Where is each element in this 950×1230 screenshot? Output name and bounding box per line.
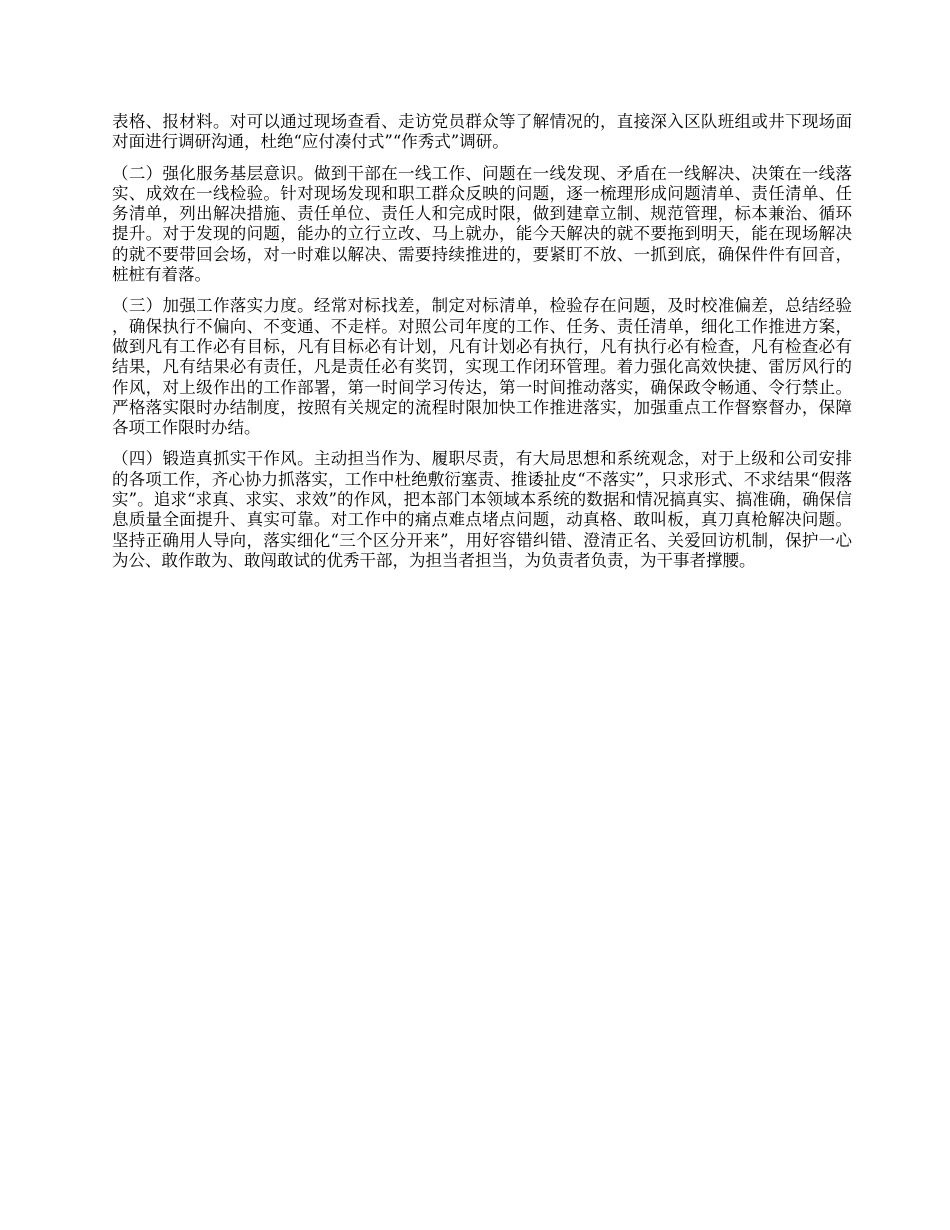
document-page [112, 112, 852, 582]
paragraph-section-2-grassroots-service: （二）强化服务基层意识。做到干部在一线工作、问题在一线发现、矛盾在一线解决、决策在一线落实、成效在一线检验。针对现场发现和职工群众反映的问题，逐一梳理形成问题清单、责任清单、任务清单，列出解决措施、责任单位、责任人和完成时限，做到建章立制、规范管理，标本兼治、循环提升。对于发现的问题，能办的立行立改、马上就办，能今天解决的就不要拖到明天，能在现场解决的就不要带回会场，对一时难以解决、需要持续推进的，要紧盯不放、一抓到底，确保件件有回音，桩桩有着落。 [112, 163, 852, 285]
paragraph-section-3-implementation: （三）加强工作落实力度。经常对标找差，制定对标清单，检验存在问题，及时校准偏差，总结经验，确保执行不偏向、不变通、不走样。对照公司年度的工作、任务、责任清单，细化工作推进方案，做到凡有工作必有目标，凡有目标必有计划，凡有计划必有执行，凡有执行必有检查，凡有检查必有结果，凡有结果必有责任，凡是责任必有奖罚，实现工作闭环管理。着力强化高效快捷、雷厉风行的作风，对上级作出的工作部署，第一时间学习传达，第一时间推动落实，确保政令畅通、令行禁止。严格落实限时办结制度，按照有关规定的流程时限加快工作推进落实，加强重点工作督察督办，保障各项工作限时办结。 [112, 296, 852, 438]
paragraph-continued-research: 表格、报材料。对可以通过现场查看、走访党员群众等了解情况的，直接深入区队班组或井下现场面对面进行调研沟通，杜绝“应付凑付式”“作秀式”调研。 [112, 112, 852, 152]
paragraph-section-4-work-style: （四）锻造真抓实干作风。主动担当作为、履职尽责，有大局思想和系统观念，对于上级和公司安排的各项工作，齐心协力抓落实，工作中杜绝敷衍塞责、推诿扯皮“不落实”，只求形式、不求结果“假落实”。追求“求真、求实、求效”的作风，把本部门本领域本系统的数据和情况搞真实、搞准确，确保信息质量全面提升、真实可靠。对工作中的痛点难点堵点问题，动真格、敢叫板，真刀真枪解决问题。坚持正确用人导向，落实细化“三个区分开来”，用好容错纠错、澄清正名、关爱回访机制，保护一心为公、敢作敢为、敢闯敢试的优秀干部，为担当者担当，为负责者负责，为干事者撑腰。 [112, 449, 852, 570]
